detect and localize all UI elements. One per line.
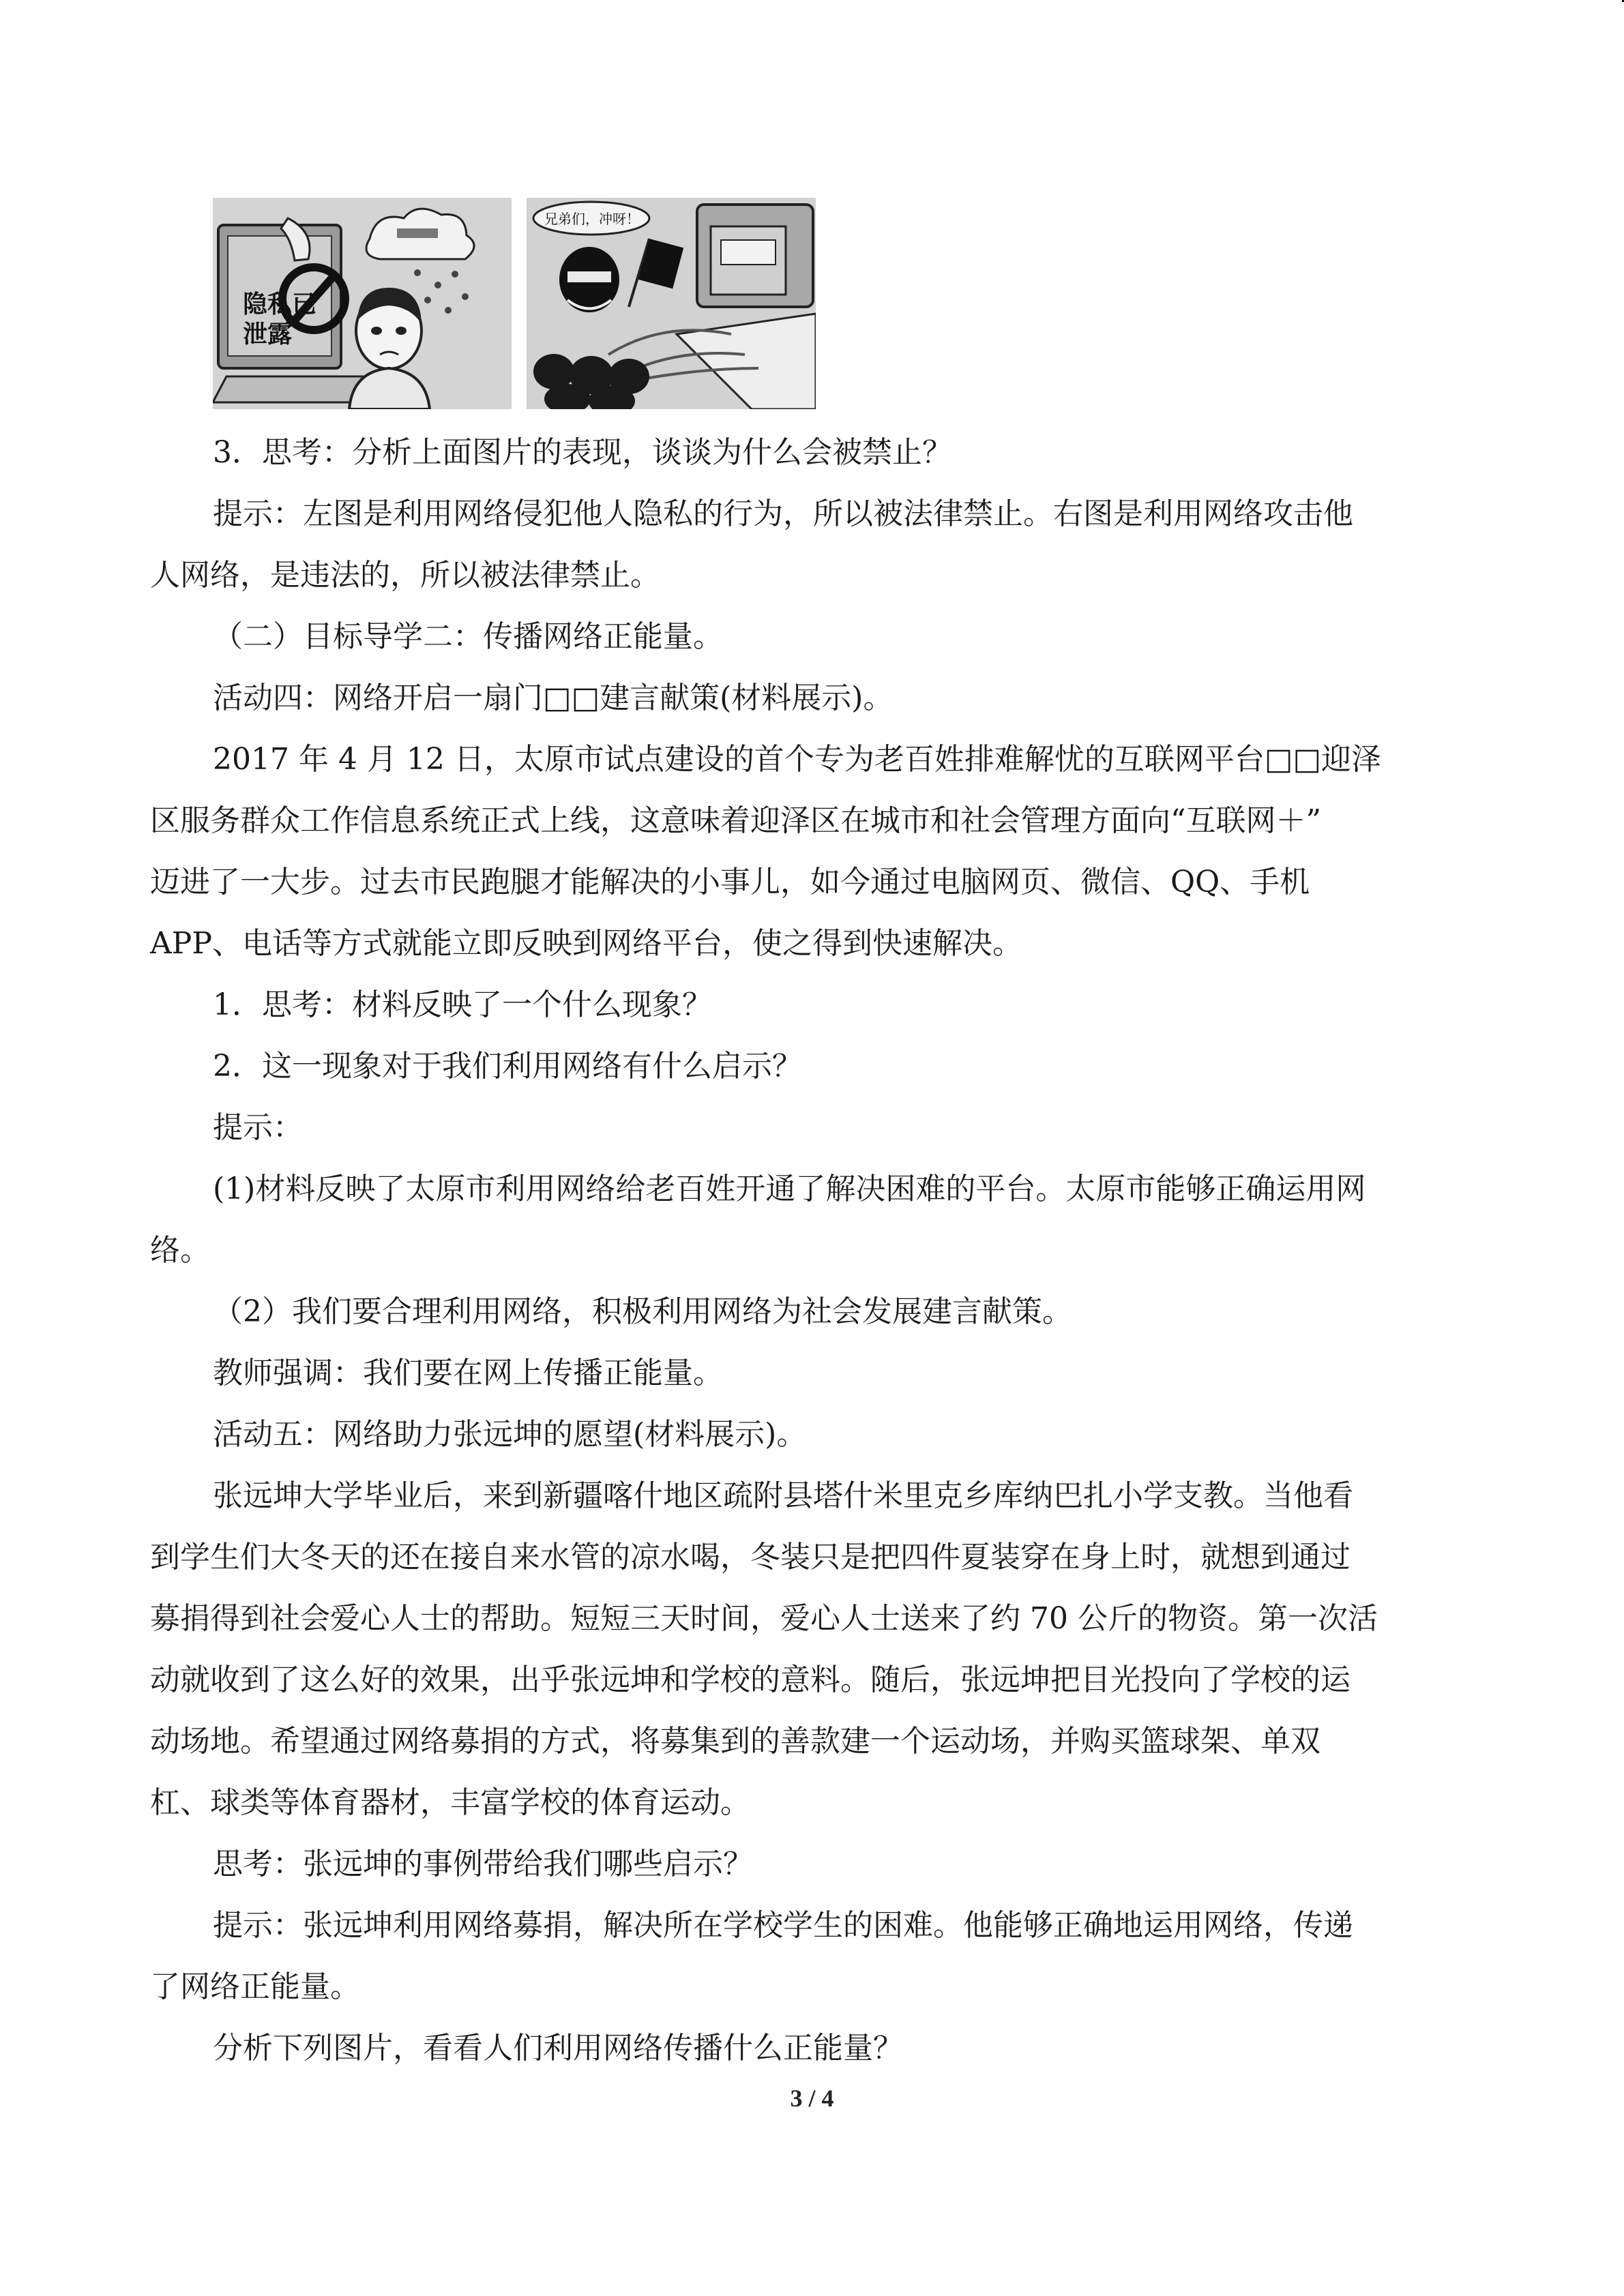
paragraph-19: 到学生们大冬天的还在接自来水管的凉水喝，冬装只是把四件夏装穿在身上时，就想到通过: [150, 1540, 1350, 1575]
network-attack-illustration: [527, 198, 816, 409]
paragraph-17: 活动五：网络助力张远坤的愿望(材料展示)。: [213, 1417, 807, 1452]
paragraph-16: 教师强调：我们要在网上传播正能量。: [213, 1356, 723, 1390]
paragraph-10: 1．思考：材料反映了一个什么现象？: [213, 987, 712, 1022]
image-text-line-2: 泄露: [243, 320, 293, 348]
paragraph-4: （二）目标导学二：传播网络正能量。: [213, 619, 723, 654]
paragraph-25: 提示：张远坤利用网络募捐，解决所在学校学生的困难。他能够正确地运用网络，传递: [213, 1908, 1353, 1943]
paragraph-23: 杠、球类等体育器材，丰富学校的体育运动。: [150, 1785, 750, 1820]
paragraph-20: 募捐得到社会爱心人士的帮助。短短三天时间，爱心人士送来了约 70 公斤的物资。第一次活: [150, 1601, 1378, 1636]
paragraph-3: 人网络，是违法的，所以被法律禁止。: [150, 558, 660, 593]
paragraph-26: 了网络正能量。: [150, 1969, 360, 2004]
paragraph-12: 提示：: [213, 1110, 303, 1145]
image-text-line-1: 隐私已: [243, 290, 317, 318]
paragraph-7: 区服务群众工作信息系统正式上线，这意味着迎泽区在城市和社会管理方面向“互联网＋”: [150, 803, 1321, 838]
paragraph-8: 迈进了一大步。过去市民跑腿才能解决的小事儿，如今通过电脑网页、微信、QQ、手机: [150, 865, 1310, 899]
paragraph-5: 活动四：网络开启一扇门□□建言献策(材料展示)。: [213, 681, 894, 715]
network-attack-drawing: [527, 198, 816, 409]
paragraph-15: （2）我们要合理利用网络，积极利用网络为社会发展建言献策。: [213, 1294, 1072, 1329]
image-speech-text: 兄弟们，冲呀！: [544, 211, 640, 227]
paragraph-24: 思考：张远坤的事例带给我们哪些启示？: [213, 1847, 753, 1881]
paragraph-11: 2．这一现象对于我们利用网络有什么启示？: [213, 1049, 802, 1084]
paragraph-1: 3．思考：分析上面图片的表现，谈谈为什么会被禁止？: [213, 435, 952, 470]
paragraph-14: 络。: [150, 1233, 210, 1268]
page-number: 3 / 4: [790, 2085, 834, 2112]
paragraph-13: (1)材料反映了太原市利用网络给老百姓开通了解决困难的平台。太原市能够正确运用网: [213, 1172, 1366, 1206]
paragraph-22: 动场地。希望通过网络募捐的方式，将募集到的善款建一个运动场，并购买篮球架、单双: [150, 1724, 1320, 1759]
paragraph-2: 提示：左图是利用网络侵犯他人隐私的行为，所以被法律禁止。右图是利用网络攻击他: [213, 496, 1353, 531]
paragraph-18: 张远坤大学毕业后，来到新疆喀什地区疏附县塔什米里克乡库纳巴扎小学支教。当他看: [213, 1478, 1353, 1513]
paragraph-21: 动就收到了这么好的效果，出乎张远坤和学校的意料。随后，张远坤把目光投向了学校的运: [150, 1663, 1350, 1697]
paragraph-27: 分析下列图片，看看人们利用网络传播什么正能量？: [213, 2031, 903, 2066]
paragraph-6: 2017 年 4 月 12 日，太原市试点建设的首个专为老百姓排难解忧的互联网平台□□迎泽: [213, 742, 1382, 777]
privacy-leak-illustration: [213, 198, 512, 409]
paragraph-9: APP、电话等方式就能立即反映到网络平台，使之得到快速解决。: [150, 926, 1022, 961]
privacy-leak-drawing: [213, 198, 512, 409]
